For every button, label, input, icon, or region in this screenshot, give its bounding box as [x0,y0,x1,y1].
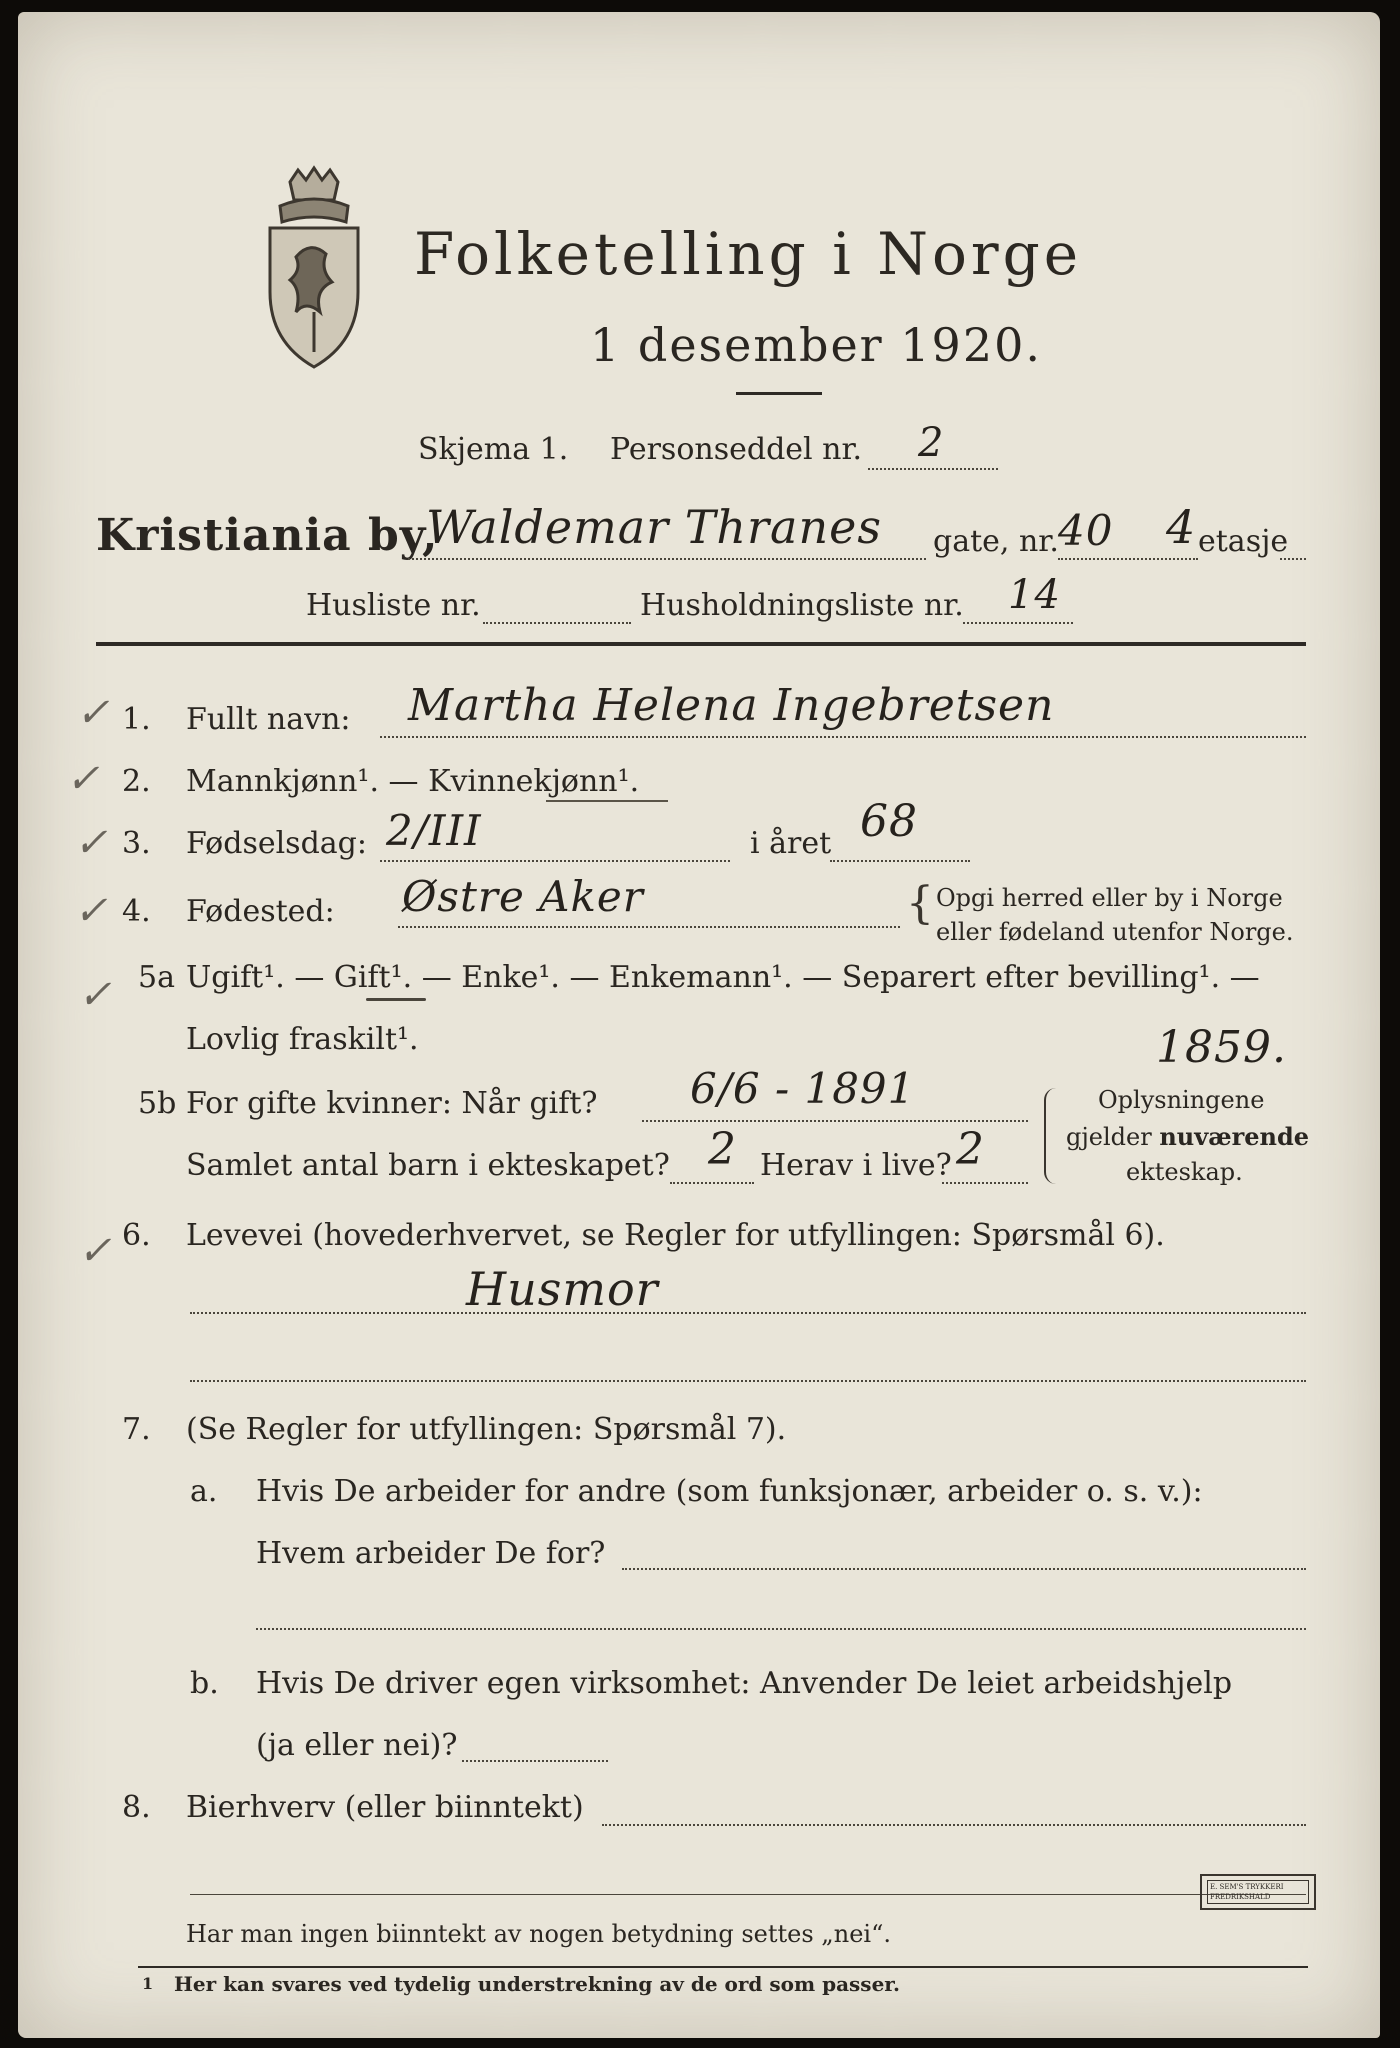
q4-brace: { [906,878,934,929]
q5a-text: Ugift¹. — Gift¹. — Enke¹. — Enkemann¹. — Separert efter bevilling¹. — [186,960,1260,995]
gate-nr-line [1058,558,1198,560]
q2-underline [546,800,668,802]
coat-of-arms-icon [250,162,370,372]
q7b-line [462,1760,608,1762]
q7-text: (Se Regler for utfyllingen: Spørsmål 7). [186,1412,787,1447]
q4-value: Østre Aker [402,872,644,921]
checkmark: ✓ [76,690,110,736]
city-label: Kristiania by, [96,510,439,561]
q5b-value2: 2 [708,1124,737,1175]
q5b-line3 [942,1182,1028,1184]
q7a-line2 [256,1628,1306,1630]
checkmark: ✓ [78,972,112,1018]
q6-line1 [190,1312,1306,1314]
q4-note-line2: eller fødeland utenfor Norge. [936,918,1294,946]
q3-value: 2/III [386,806,482,855]
husholdningsliste-line [963,622,1073,624]
census-form [18,12,1380,2038]
q5b-note-line2a: gjelder [1066,1123,1160,1151]
q8-line2 [190,1894,1306,1895]
q5b-line2 [670,1182,754,1184]
street-line [408,558,926,560]
q4-note-line1: Opgi herred eller by i Norge [936,884,1283,912]
q8-line1 [602,1824,1306,1826]
q3-year-line [830,860,970,862]
q7a-text: Hvis De arbeider for andre (som funksjonær, arbeider o. s. v.): [256,1474,1203,1509]
q4-number: 4. [122,894,151,929]
q2-number: 2. [122,764,151,799]
q5b-number: 5b [138,1086,177,1121]
q5b-note-line2b: nuværende [1159,1122,1310,1151]
q3-number: 3. [122,826,151,861]
checkmark: ✓ [78,1228,112,1274]
footnote-mark: 1 [142,1974,154,1993]
form-title: Folketelling i Norge [414,220,1083,288]
q3-year-value: 68 [860,796,918,847]
q1-line [380,736,1306,738]
q5a-text2: Lovlig fraskilt¹. [186,1022,419,1057]
q5b-note-line1: Oplysningene [1098,1086,1265,1114]
q6-number: 6. [122,1218,151,1253]
q5b-label: For gifte kvinner: Når gift? [186,1086,598,1121]
footnote-text: Her kan svares ved tydelig understrekning av de ord som passer. [174,1972,900,1996]
q7b-text2: (ja eller nei)? [256,1728,458,1763]
checkmark: ✓ [66,756,100,802]
q3-label: Fødselsdag: [186,826,367,861]
gate-nr-value: 40 [1058,506,1114,555]
etasje-value: 4 [1166,500,1197,554]
q7-number: 7. [122,1412,151,1447]
husholdningsliste-label: Husholdningsliste nr. [640,588,964,623]
q6-text: Levevei (hovederhvervet, se Regler for utfyllingen: Spørsmål 6). [186,1218,1165,1253]
husliste-line [483,622,631,624]
q2-text: Mannkjønn¹. — Kvinnekjønn¹. [186,764,640,799]
skjema-label: Skjema 1. [418,432,569,467]
q4-label: Fødested: [186,894,335,929]
q1-value: Martha Helena Ingebretsen [408,680,1055,731]
q5b-value: 6/6 - 1891 [690,1064,916,1113]
etasje-line [1280,558,1306,560]
q3-line [380,860,730,862]
street-value: Waldemar Thranes [426,500,882,554]
q5b-line [642,1120,1028,1122]
q3-year-label: i året [750,826,832,861]
q5a-gift-underline [366,998,426,1001]
printer-stamp [1200,1874,1316,1910]
q5b-label3: Herav i live? [760,1148,952,1183]
gate-label: gate, nr. [933,524,1059,559]
q5b-note-line3: ekteskap. [1126,1158,1243,1186]
stamp-line1: E. SEM'S TRYKKERI [1210,1883,1284,1891]
q5b-note-line2 [1066,1122,1309,1151]
q6-line2 [190,1380,1306,1382]
footer-note: Har man ingen biinntekt av nogen betydning settes „nei“. [186,1920,891,1948]
checkmark: ✓ [74,888,108,934]
q5a-margin-value: 1859. [1156,1022,1287,1073]
q4-line [398,926,900,928]
q5b-value3: 2 [956,1124,985,1175]
checkmark: ✓ [74,820,108,866]
q7a-letter: a. [190,1474,218,1509]
personseddel-label: Personseddel nr. [610,432,863,467]
q1-label: Fullt navn: [186,702,351,737]
q1-number: 1. [122,702,151,737]
footer-rule [138,1966,1308,1968]
q8-label: Bierhverv (eller biinntekt) [186,1790,584,1825]
form-date: 1 desember 1920. [590,318,1042,372]
husholdningsliste-value: 14 [1008,572,1061,618]
q5a-number: 5a [138,960,175,995]
q7a-line1 [622,1568,1306,1570]
q8-number: 8. [122,1790,151,1825]
q5b-brace [1044,1088,1056,1184]
personseddel-value: 2 [918,420,945,466]
q7b-text: Hvis De driver egen virksomhet: Anvender De leiet arbeidshjelp [256,1666,1233,1701]
husliste-label: Husliste nr. [306,588,481,623]
header-rule [96,642,1306,646]
q5b-label2: Samlet antal barn i ekteskapet? [186,1148,670,1183]
q7b-letter: b. [190,1666,219,1701]
q7a-text2: Hvem arbeider De for? [256,1536,606,1571]
title-divider [736,392,822,395]
q6-value: Husmor [466,1262,659,1316]
stamp-line2: FREDRIKSHALD [1210,1893,1271,1901]
personseddel-line [868,468,998,470]
etasje-label: etasje [1198,524,1289,559]
